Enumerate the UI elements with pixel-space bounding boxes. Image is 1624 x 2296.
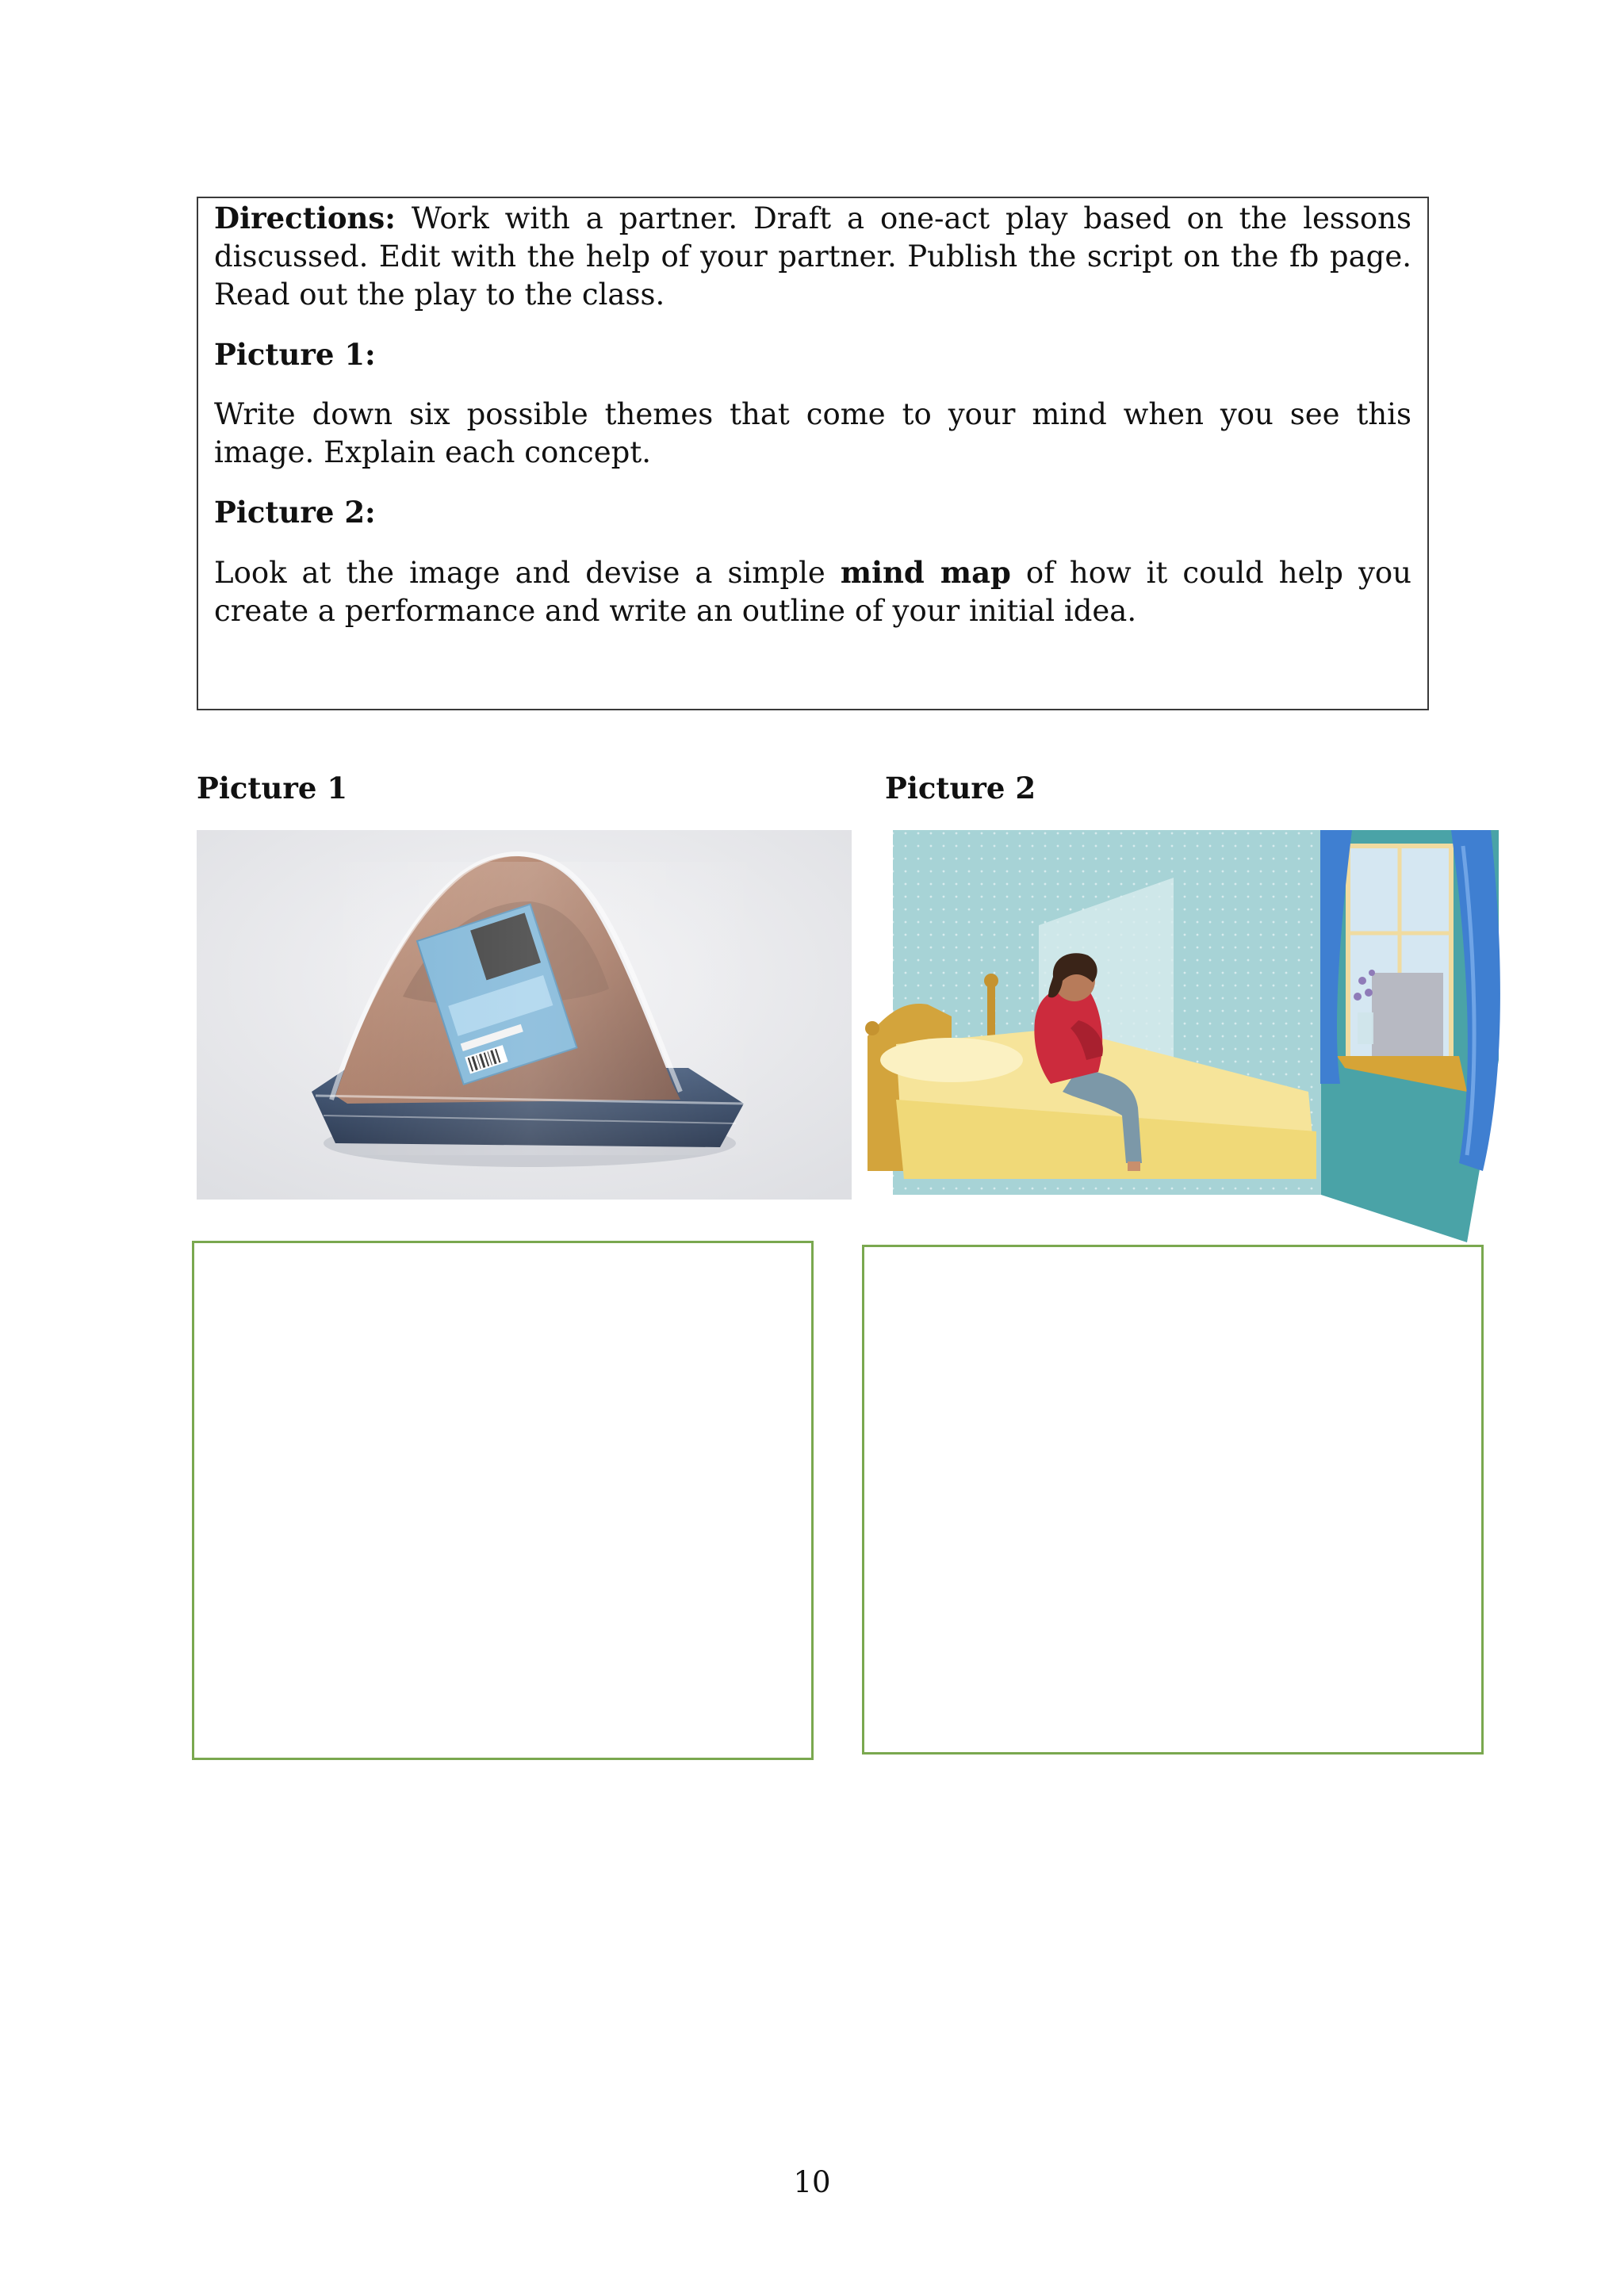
picture2-label: Picture 2 <box>885 771 1036 806</box>
picture2-heading: Picture 2: <box>214 495 376 530</box>
picture2-answer-box[interactable] <box>862 1245 1484 1755</box>
packaged-person-illustration <box>197 830 852 1200</box>
directions-box <box>197 197 1429 710</box>
picture2-instructions: Look at the image and devise a simple mind map of how it could help you create a performance and write an outline of your initial idea. <box>214 555 1411 628</box>
picture1-answer-box[interactable] <box>192 1241 814 1760</box>
picture1-image <box>197 830 852 1200</box>
mind-map-term: mind map <box>840 555 1011 590</box>
directions-paragraph <box>214 198 1411 314</box>
picture1-heading: Picture 1: <box>214 337 376 372</box>
picture1-label: Picture 1 <box>197 771 348 806</box>
directions-text: Work with a partner. Draft a one-act play based on the lessons discussed. Edit with the help of your partner. Publish the script on the fb page. Read out the play to the class. <box>214 201 1411 312</box>
girl-on-bed-illustration <box>864 830 1507 1242</box>
page-number: 10 <box>793 2165 831 2199</box>
directions-label: Directions: <box>214 201 396 235</box>
picture2-image <box>864 830 1507 1242</box>
picture1-instructions: Write down six possible themes that come to your mind when you see this image. Explain each concept. <box>214 397 1411 469</box>
